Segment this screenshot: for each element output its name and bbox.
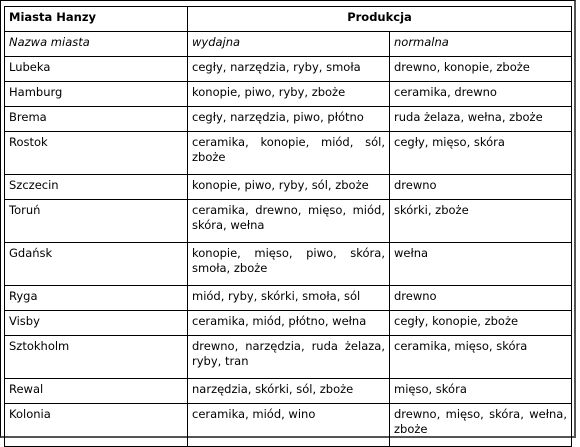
table-row [5, 175, 572, 200]
normal-cell: cegły, konopie, zboże [390, 311, 572, 336]
city-cell: Rostok [5, 132, 188, 175]
efficient-cell: cegły, narzędzia, piwo, płótno [188, 107, 390, 132]
table-row [5, 57, 572, 82]
city-cell: Brema [5, 107, 188, 132]
city-cell: Kolonia [5, 404, 188, 447]
city-cell: Rewal [5, 379, 188, 404]
efficient-cell: ceramika, miód, wino [188, 404, 390, 447]
efficient-cell: konopie, piwo, ryby, zboże [188, 82, 390, 107]
efficient-cell: konopie, piwo, ryby, sól, zboże [188, 175, 390, 200]
normal-cell: drewno [390, 175, 572, 200]
city-cell: Toruń [5, 200, 188, 243]
city-cell: Visby [5, 311, 188, 336]
efficient-cell: ceramika, konopie, miód, sól, zboże [188, 132, 390, 175]
table-row [5, 311, 572, 336]
efficient-cell: ceramika, drewno, mięso, miód, skóra, wełna [188, 200, 390, 243]
table-row [5, 336, 572, 379]
normal-cell: wełna [390, 243, 572, 286]
city-cell: Gdańsk [5, 243, 188, 286]
table-row [5, 286, 572, 311]
table-row [5, 107, 572, 132]
subheader-city-name: Nazwa miasta [5, 32, 188, 57]
efficient-cell: cegły, narzędzia, ryby, smoła [188, 57, 390, 82]
normal-cell: drewno [390, 286, 572, 311]
subheader-efficient: wydajna [188, 32, 390, 57]
table-row [5, 200, 572, 243]
normal-cell: cegły, mięso, skóra [390, 132, 572, 175]
efficient-cell: miód, ryby, skórki, smoła, sól [188, 286, 390, 311]
normal-cell: drewno, mięso, skóra, wełna, zboże [390, 404, 572, 447]
efficient-cell: ceramika, miód, płótno, wełna [188, 311, 390, 336]
city-cell: Szczecin [5, 175, 188, 200]
subheader-row [5, 32, 572, 57]
table-row [5, 404, 572, 447]
city-cell: Ryga [5, 286, 188, 311]
city-cell: Hamburg [5, 82, 188, 107]
city-cell: Sztokholm [5, 336, 188, 379]
normal-cell: ruda żelaza, wełna, zboże [390, 107, 572, 132]
efficient-cell: konopie, mięso, piwo, skóra, smoła, zboże [188, 243, 390, 286]
header-cities: Miasta Hanzy [5, 7, 188, 32]
normal-cell: mięso, skóra [390, 379, 572, 404]
normal-cell: ceramika, mięso, skóra [390, 336, 572, 379]
table-row [5, 82, 572, 107]
normal-cell: skórki, zboże [390, 200, 572, 243]
header-row [5, 7, 572, 32]
hanza-production-table [4, 6, 572, 447]
table-row [5, 379, 572, 404]
efficient-cell: drewno, narzędzia, ruda żelaza, ryby, tran [188, 336, 390, 379]
table-row [5, 132, 572, 175]
subheader-normal: normalna [390, 32, 572, 57]
efficient-cell: narzędzia, skórki, sól, zboże [188, 379, 390, 404]
normal-cell: drewno, konopie, zboże [390, 57, 572, 82]
table-row [5, 243, 572, 286]
city-cell: Lubeka [5, 57, 188, 82]
header-production: Produkcja [188, 7, 572, 32]
normal-cell: ceramika, drewno [390, 82, 572, 107]
